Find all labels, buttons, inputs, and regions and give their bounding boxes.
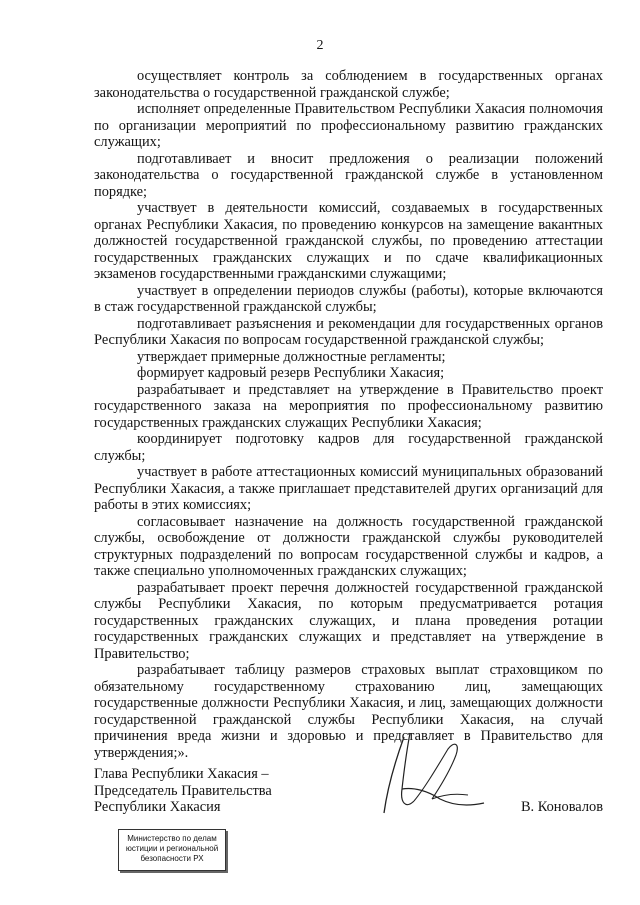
paragraph: согласовывает назначение на должность государственной гражданской службы, освобождение от должности гражданской службы руководителей структурных подразделений по вопросам государственной службы и кадров, а также специально уполномоченных гражданских служащих; bbox=[94, 513, 603, 579]
paragraph: разрабатывает таблицу размеров страховых выплат страховщиком по обязательному государственному страхованию лиц, замещающих государственные должности Республики Хакасия, и лиц, замещающих должности государственной гражданской службы Республики Хакасия, на случай причинения вреда жизни и здоровью и представляет в Правительство для утверждения;». bbox=[94, 662, 603, 761]
signer-position-line: Глава Республики Хакасия – bbox=[94, 766, 269, 782]
paragraph: участвует в работе аттестационных комиссий муниципальных образований Республики Хакасия, а также приглашает представителей других организаций для работы в этих комиссиях; bbox=[94, 464, 603, 513]
stamp-line: Министерство по делам bbox=[127, 834, 217, 843]
paragraph: разрабатывает и представляет на утверждение в Правительство проект государственного заказа на мероприятия по профессиональному развитию государственных гражданских служащих Республики Хакасия; bbox=[94, 381, 603, 431]
paragraph: участвует в определении периодов службы (работы), которые включаются в стаж государственной гражданской службы; bbox=[94, 282, 603, 315]
paragraph: исполняет определенные Правительством Республики Хакасия полномочия по организации мероприятий по профессиональному развитию гражданских служащих; bbox=[94, 101, 603, 150]
paragraph: участвует в деятельности комиссий, создаваемых в государственных органах Республики Хакасия, по проведению конкурсов на замещение вакантных должностей государственной гражданской службы, по проведению аттестации государственных гражданских служащих и по сдаче квалификационных экзаменов государственными гражданскими служащими; bbox=[94, 200, 603, 282]
signer-position-line: Республики Хакасия bbox=[94, 799, 221, 815]
paragraph: формирует кадровый резерв Республики Хакасия; bbox=[137, 365, 445, 381]
handwritten-signature bbox=[344, 729, 494, 819]
paragraph: координирует подготовку кадров для государственной гражданской службы; bbox=[94, 431, 603, 464]
document-body bbox=[94, 68, 603, 761]
paragraph: подготавливает разъяснения и рекомендации для государственных органов Республики Хакасия по вопросам государственной гражданской службы; bbox=[94, 315, 603, 348]
signer-position bbox=[94, 766, 272, 816]
paragraph: разрабатывает проект перечня должностей государственной гражданской службы Республики Хакасия, по которым предусматривается ротация государственных гражданских служащих, и плана проведения ротации государственных гражданских служащих и представляет на утверждение в Правительство; bbox=[94, 579, 603, 662]
registration-stamp bbox=[118, 829, 226, 871]
paragraph: утверждает примерные должностные регламенты; bbox=[137, 348, 446, 365]
stamp-line: безопасности РХ bbox=[140, 854, 204, 863]
signer-position-line: Председатель Правительства bbox=[94, 782, 272, 799]
signature-block bbox=[94, 757, 603, 819]
signer-name: В. Коновалов bbox=[520, 799, 603, 815]
page-number: 2 bbox=[316, 38, 324, 53]
stamp-line: юстиции и региональной bbox=[125, 844, 219, 853]
paragraph: подготавливает и вносит предложения о реализации положений законодательства о государственной гражданской службе в установленном порядке; bbox=[94, 150, 603, 200]
paragraph: осуществляет контроль за соблюдением в государственных органах законодательства о государственной гражданской службе; bbox=[94, 68, 603, 101]
